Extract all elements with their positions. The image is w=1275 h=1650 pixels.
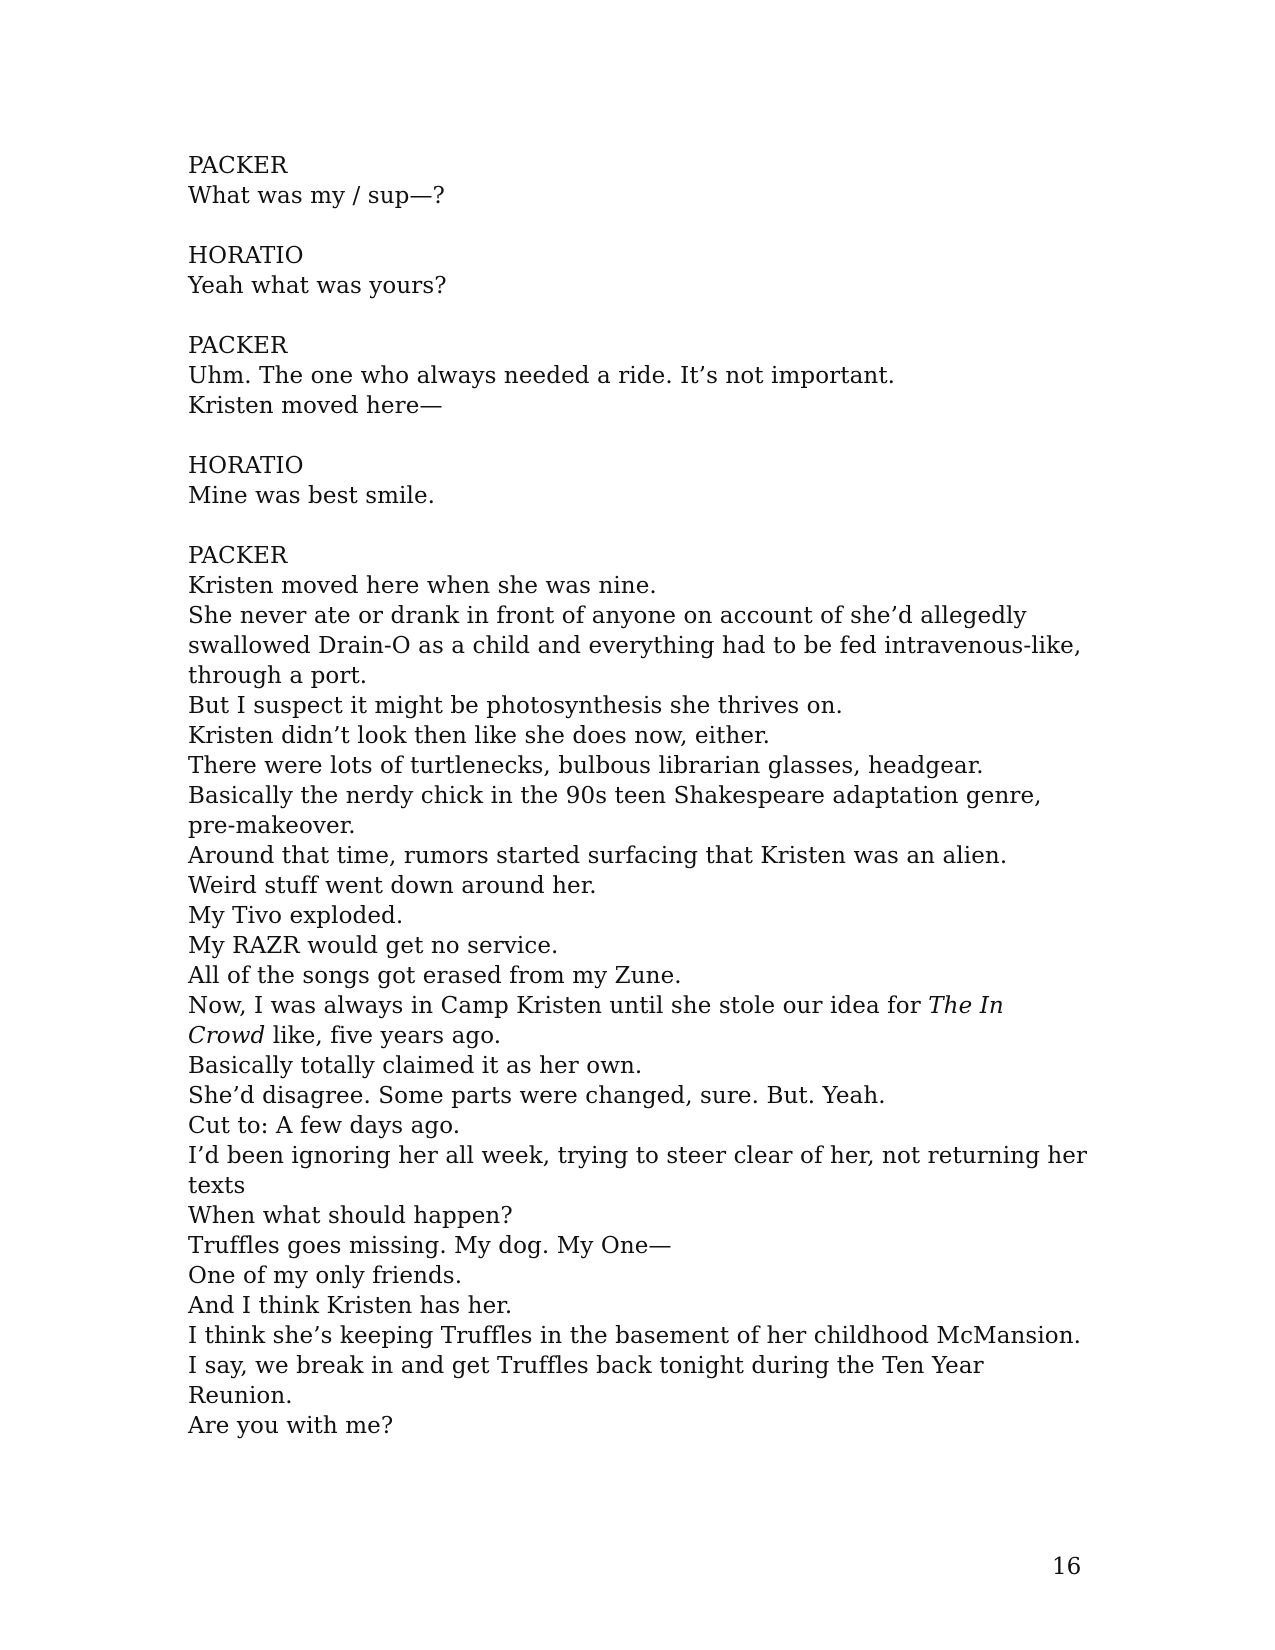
dialogue-block-monologue	[188, 541, 1088, 1441]
dialogue-block	[188, 451, 1088, 511]
dialogue-line: I’d been ignoring her all week, trying to steer clear of her, not returning her texts	[188, 1143, 1088, 1199]
dialogue-line: Truffles goes missing. My dog. My One—	[188, 1233, 672, 1259]
dialogue-line: All of the songs got erased from my Zune.	[188, 963, 682, 989]
page-number: 16	[1052, 1554, 1082, 1580]
dialogue-block	[188, 331, 1088, 421]
dialogue-line: Weird stuff went down around her.	[188, 873, 597, 899]
character-name: HORATIO	[188, 243, 304, 269]
dialogue-block	[188, 241, 1088, 301]
character-name: HORATIO	[188, 453, 304, 479]
character-name: PACKER	[188, 333, 288, 359]
dialogue-line: Kristen moved here—	[188, 393, 443, 419]
dialogue-line: My RAZR would get no service.	[188, 933, 559, 959]
dialogue-line: She never ate or drank in front of anyone on account of she’d allegedly swallowed Drain-O as a child and everything had to be fed intravenous-like, through a port.	[188, 603, 1082, 689]
dialogue-line: Mine was best smile.	[188, 483, 436, 509]
film-title: The In Crowd	[188, 993, 1004, 1049]
dialogue-line: What was my / sup—?	[188, 183, 445, 209]
dialogue-line: My Tivo exploded.	[188, 903, 404, 929]
dialogue-line: Uhm. The one who always needed a ride. It’s not important.	[188, 363, 896, 389]
dialogue-line: One of my only friends.	[188, 1263, 463, 1289]
dialogue-line: I think she’s keeping Truffles in the basement of her childhood McMansion.	[188, 1323, 1082, 1349]
dialogue-line: Yeah what was yours?	[188, 273, 447, 299]
dialogue-line: Are you with me?	[188, 1413, 394, 1439]
character-name: PACKER	[188, 153, 288, 179]
character-name: PACKER	[188, 543, 288, 569]
dialogue-line-with-title	[188, 991, 1088, 1051]
line-text-after: like, five years ago.	[265, 1023, 502, 1049]
dialogue-line: But I suspect it might be photosynthesis she thrives on.	[188, 693, 843, 719]
dialogue-line: When what should happen?	[188, 1203, 513, 1229]
dialogue-line: And I think Kristen has her.	[188, 1293, 513, 1319]
dialogue-block	[188, 151, 1088, 211]
dialogue-line: Kristen moved here when she was nine.	[188, 573, 657, 599]
dialogue-line: Basically the nerdy chick in the 90s teen Shakespeare adaptation genre, pre-makeover.	[188, 783, 1042, 839]
dialogue-line: Kristen didn’t look then like she does now, either.	[188, 723, 771, 749]
dialogue-line: Around that time, rumors started surfacing that Kristen was an alien.	[188, 843, 1008, 869]
dialogue-line: There were lots of turtlenecks, bulbous librarian glasses, headgear.	[188, 753, 984, 779]
line-text-before: Now, I was always in Camp Kristen until she stole our idea for	[188, 993, 929, 1019]
dialogue-line: She’d disagree. Some parts were changed, sure. But. Yeah.	[188, 1083, 886, 1109]
dialogue-line: Cut to: A few days ago.	[188, 1113, 461, 1139]
dialogue-line: I say, we break in and get Truffles back tonight during the Ten Year Reunion.	[188, 1353, 984, 1409]
script-page	[188, 151, 1088, 1471]
dialogue-line: Basically totally claimed it as her own.	[188, 1053, 643, 1079]
